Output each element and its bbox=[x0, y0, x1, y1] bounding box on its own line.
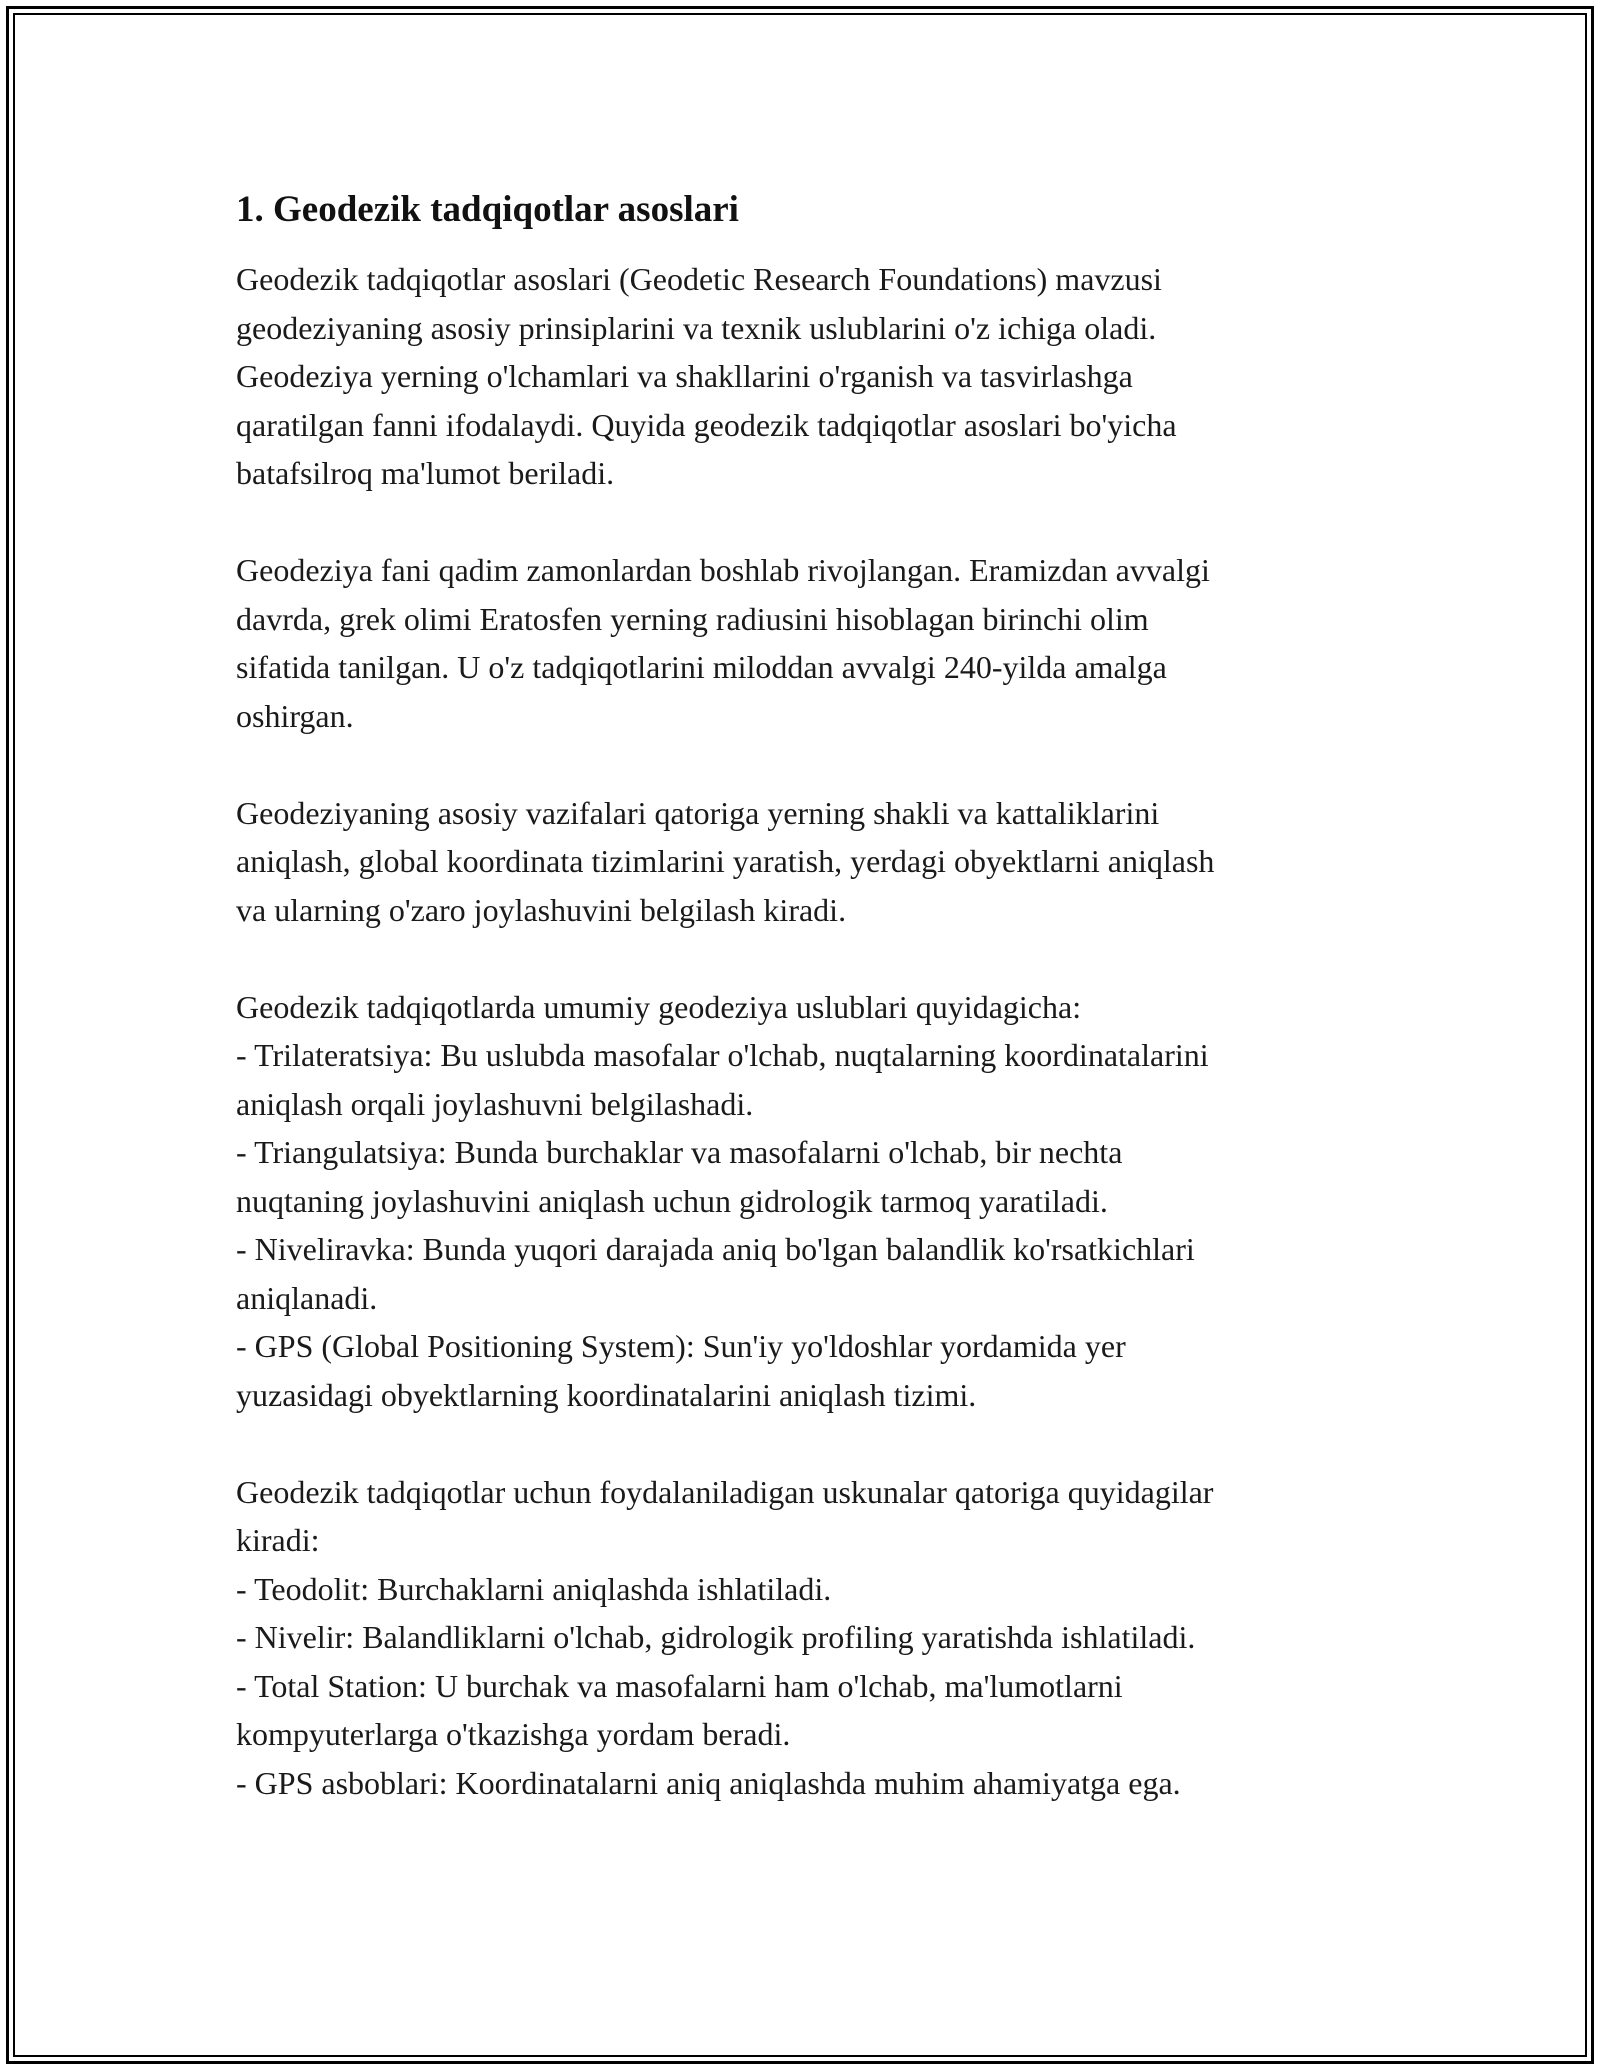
document-title: 1. Geodezik tadqiqotlar asoslari bbox=[236, 189, 739, 230]
paragraph-intro: Geodezik tadqiqotlar asoslari (Geodetic Research Foundations) mavzusi geodeziyaning asosiy prinsiplarini va texnik uslublarini o'z ichiga oladi. Geodeziya yerning o'lchamlari va shakllarini o'rganish va tasvirlashga qaratilgan fanni ifodalaydi. Quyida geodezik tadqiqotlar asoslari bo'yicha batafsilroq ma'lumot beriladi. bbox=[236, 261, 1177, 491]
paragraph-equipment: Geodezik tadqiqotlar uchun foydalaniladigan uskunalar qatoriga quyidagilar kiradi: - Teodolit: Burchaklarni aniqlashda ishlatiladi. - Nivelir: Balandliklarni o'lchab, gidrologik profiling yaratishda ishlatiladi. - Total Station: U burchak va masofalarni ham o'lchab, ma'lumotlarni kompyuterlarga o'tkazishga yordam beradi. - GPS asboblari: Koordinatalarni aniq aniqlashda muhim ahamiyatga ega. bbox=[236, 1473, 1214, 1801]
paragraph-tasks: Geodeziyaning asosiy vazifalari qatoriga yerning shakli va kattaliklarini aniqlash, global koordinata tizimlarini yaratish, yerdagi obyektlarni aniqlash va ularning o'zaro joylashuvini belgilash kiradi. bbox=[236, 794, 1215, 928]
paragraph-spacer bbox=[236, 740, 1366, 789]
paragraph-spacer bbox=[236, 498, 1366, 547]
paragraph-spacer bbox=[236, 1419, 1366, 1468]
paragraph-history: Geodeziya fani qadim zamonlardan boshlab rivojlangan. Eramizdan avvalgi davrda, grek olimi Eratosfen yerning radiusini hisoblagan birinchi olim sifatida tanilgan. U o'z tadqiqotlarini miloddan avvalgi 240-yilda amalga oshirgan. bbox=[236, 552, 1210, 734]
paragraph-spacer bbox=[236, 934, 1366, 983]
document-body bbox=[236, 185, 1366, 1807]
paragraph-methods: Geodezik tadqiqotlarda umumiy geodeziya uslublari quyidagicha: - Trilateratsiya: Bu uslubda masofalar o'lchab, nuqtalarning koordinatalarini aniqlash orqali joylashuvni belgilashadi. - Triangulatsiya: Bunda burchaklar va masofalarni o'lchab, bir nechta nuqtaning joylashuvini aniqlash uchun gidrologik tarmoq yaratiladi. - Niveliravka: Bunda yuqori darajada aniq bo'lgan balandlik ko'rsatkichlari aniqlanadi. - GPS (Global Positioning System): Sun'iy yo'ldoshlar yordamida yer yuzasidagi obyektlarning koordinatalarini aniqlash tizimi. bbox=[236, 988, 1209, 1413]
